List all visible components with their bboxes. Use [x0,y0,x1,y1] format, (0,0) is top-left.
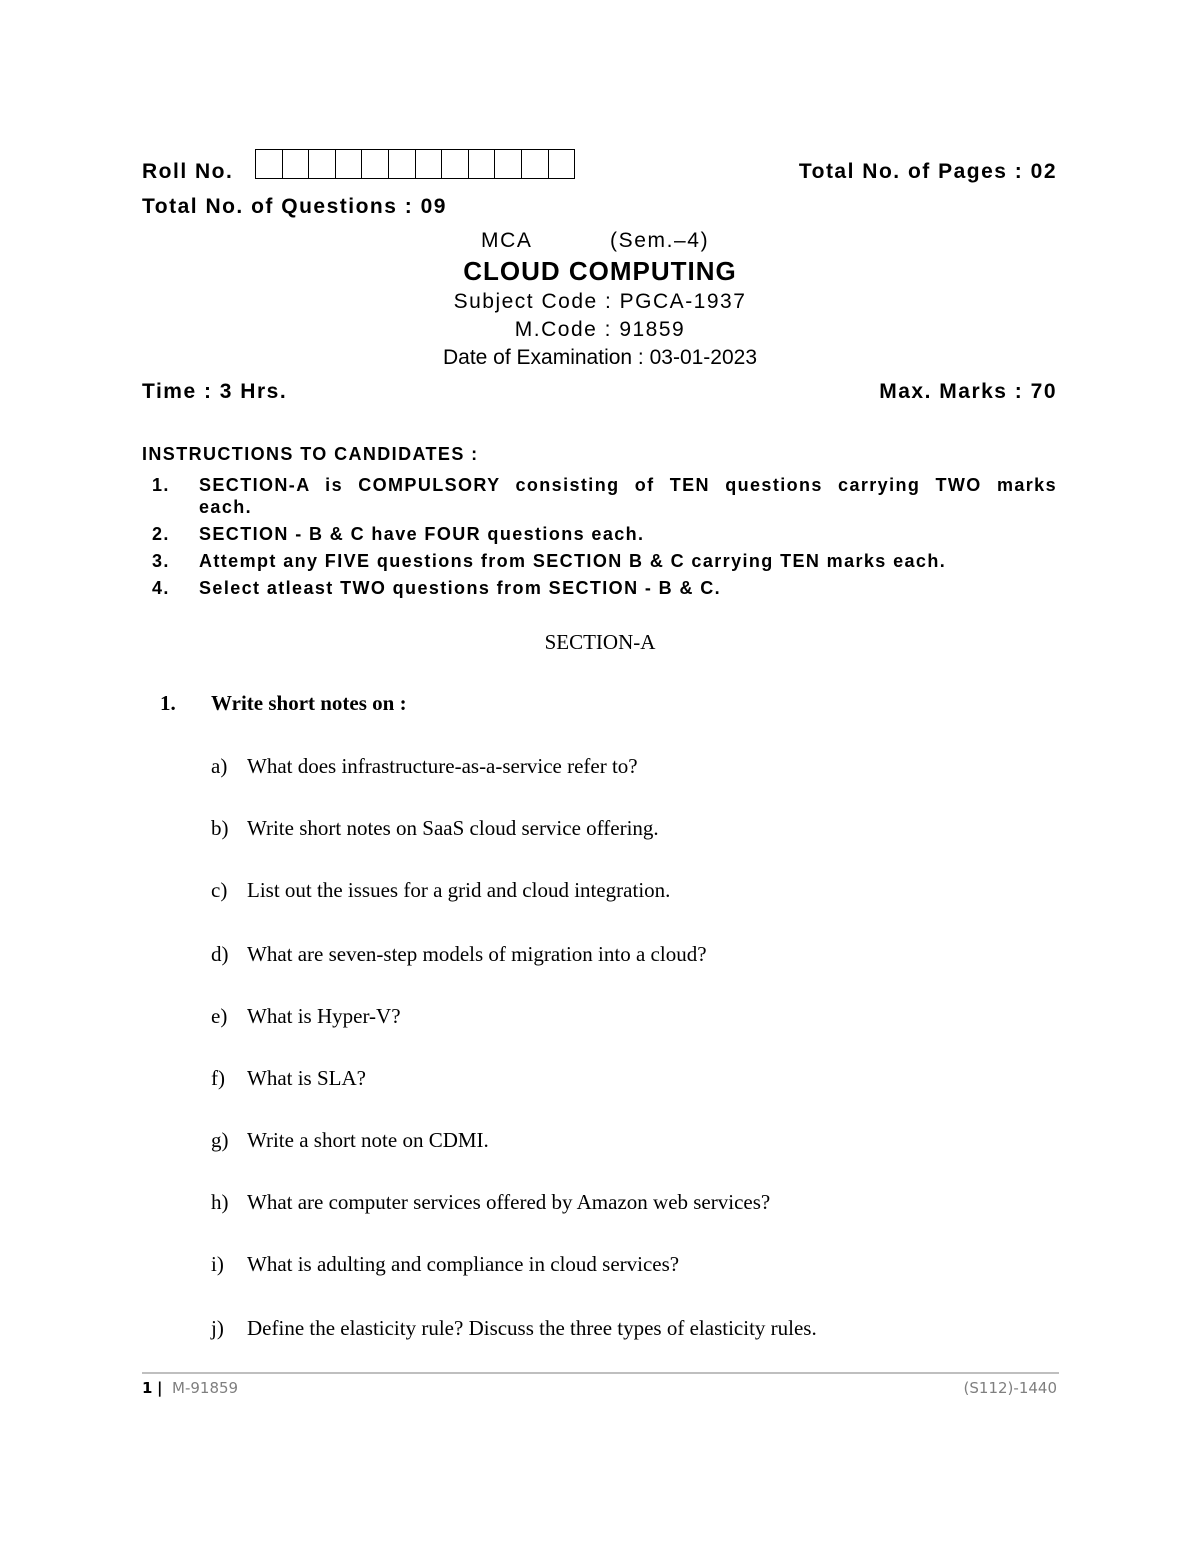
roll-number-box [256,150,283,178]
roll-number-box [336,150,363,178]
roll-number-label: Roll No. [142,160,234,183]
paper-code: M-91859 [172,1379,239,1397]
total-questions: Total No. of Questions : 09 [142,195,447,218]
roll-number-box [442,150,469,178]
sub-question-label: i) [211,1252,224,1276]
instruction-number: 2. [152,524,170,544]
sub-question-text: What is SLA? [247,1066,366,1090]
sub-question-text: Write a short note on CDMI. [247,1128,489,1152]
sub-question-text: Define the elasticity rule? Discuss the three types of elasticity rules. [247,1316,817,1340]
sub-question-label: h) [211,1190,229,1214]
course-name: MCA [481,229,533,252]
sub-question-text: What is adulting and compliance in cloud services? [247,1252,680,1276]
question-number: 1. [160,691,176,715]
m-code: M.Code : 91859 [514,318,686,341]
page-number: 1 [142,1379,153,1397]
sub-question-label: b) [211,816,229,840]
roll-number-box [522,150,549,178]
sub-question-label: a) [211,754,228,778]
total-pages: Total No. of Pages : 02 [798,160,1057,183]
roll-number-box [469,150,496,178]
instruction-text-continued: each. [199,497,253,517]
footer-separator: | [157,1379,163,1397]
roll-number-box [495,150,522,178]
sub-question-label: g) [211,1128,229,1152]
instruction-text: Attempt any FIVE questions from SECTION B & C carrying TEN marks each. [199,551,947,571]
instruction-number: 4. [152,578,170,598]
sub-question-label: e) [211,1004,228,1028]
sub-question-text: What are seven-step models of migration into a cloud? [247,942,707,966]
instruction-number: 1. [152,475,170,495]
sub-question-text: List out the issues for a grid and cloud integration. [247,878,671,902]
roll-number-box [362,150,389,178]
sub-question-text: What are computer services offered by Amazon web services? [247,1190,771,1214]
roll-number-box [283,150,310,178]
roll-number-box [416,150,443,178]
roll-number-boxes [255,149,575,179]
subject-code: Subject Code : PGCA-1937 [453,290,747,313]
instruction-number: 3. [152,551,170,571]
batch-code: (S112)-1440 [963,1379,1057,1397]
subject-title: CLOUD COMPUTING [463,256,737,286]
instructions-heading: INSTRUCTIONS TO CANDIDATES : [142,444,479,464]
exam-time: Time : 3 Hrs. [142,380,288,403]
footer-divider [142,1372,1059,1374]
sub-question-label: d) [211,942,229,966]
sub-question-text: Write short notes on SaaS cloud service offering. [247,816,659,840]
sub-question-label: c) [211,878,228,902]
max-marks: Max. Marks : 70 [879,380,1057,403]
sub-question-text: What is Hyper-V? [247,1004,401,1028]
instruction-text: Select atleast TWO questions from SECTION - B & C. [199,578,722,598]
sub-question-label: j) [211,1316,224,1340]
question-text: Write short notes on : [211,691,407,715]
roll-number-box [309,150,336,178]
roll-number-box [549,150,575,178]
semester: (Sem.–4) [610,229,710,252]
sub-question-text: What does infrastructure-as-a-service refer to? [247,754,638,778]
exam-date: Date of Examination : 03-01-2023 [442,346,758,369]
section-title: SECTION-A [544,630,656,654]
roll-number-box [389,150,416,178]
instruction-text: SECTION-A is COMPULSORY consisting of TEN questions carrying TWO marks [199,475,1057,495]
instruction-text: SECTION - B & C have FOUR questions each. [199,524,645,544]
sub-question-label: f) [211,1066,225,1090]
